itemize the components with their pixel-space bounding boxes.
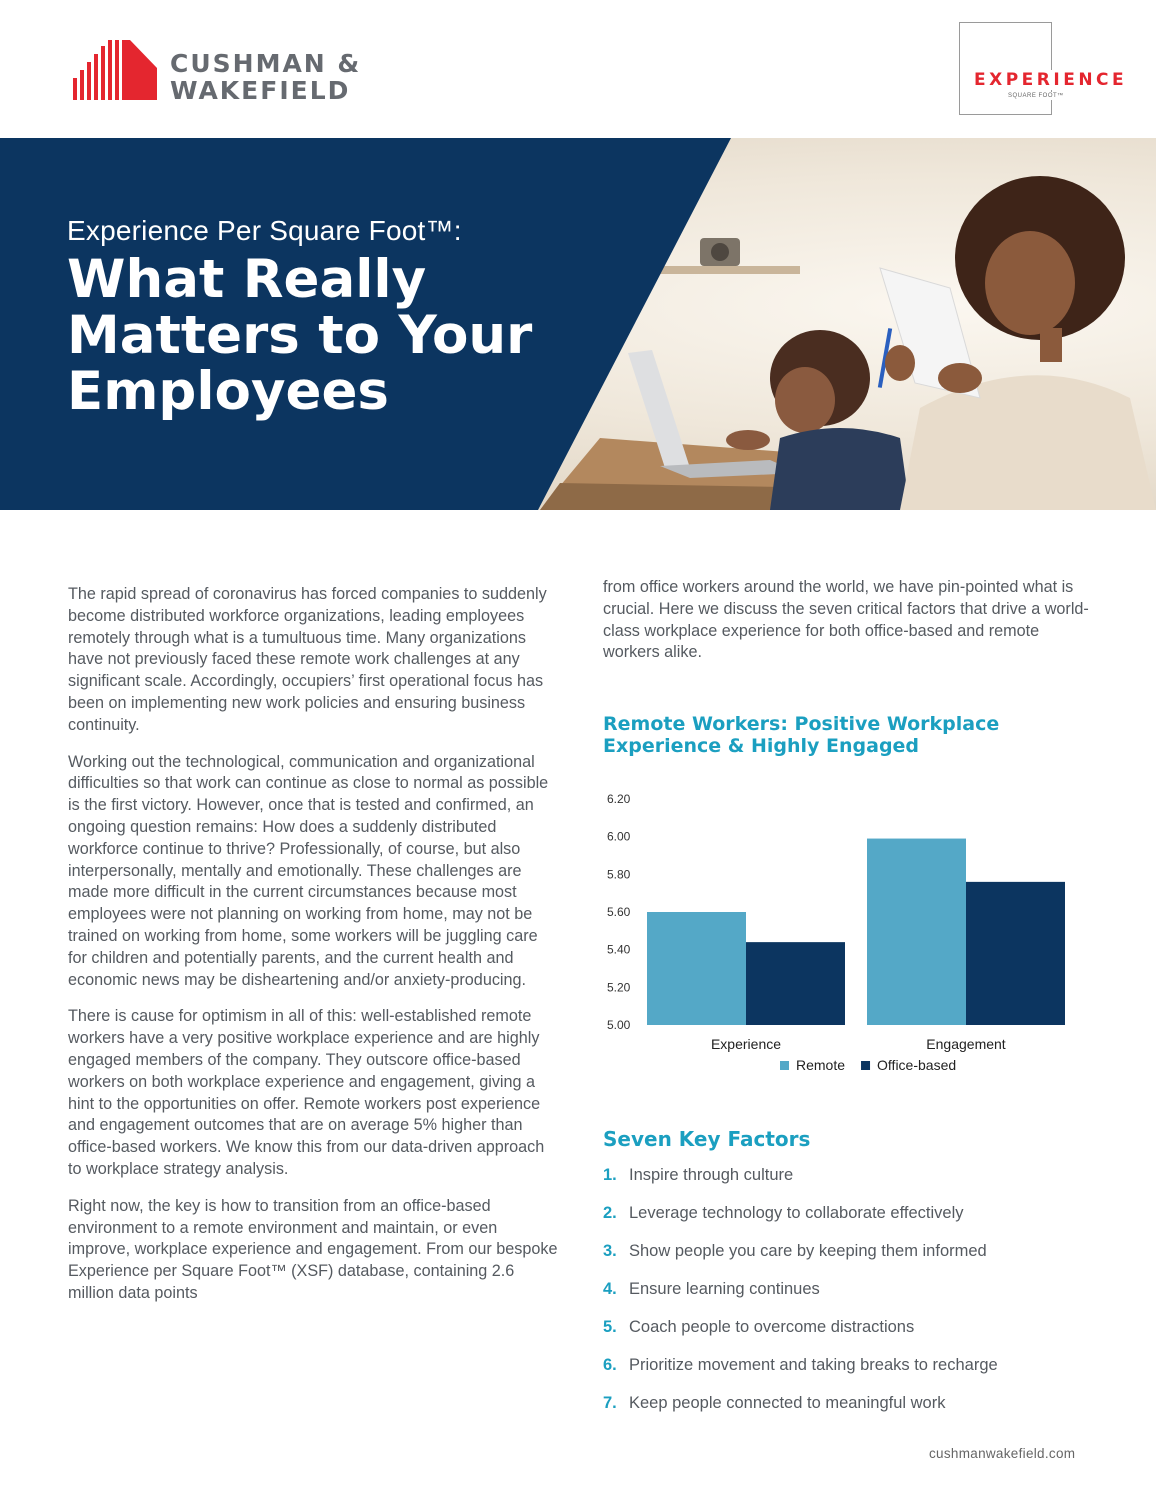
company-name-line2: WAKEFIELD — [170, 76, 351, 105]
factor-item — [603, 1242, 987, 1261]
factor-number: 4. — [603, 1280, 617, 1298]
y-tick-label: 6.00 — [607, 829, 631, 844]
hero-title — [67, 249, 587, 422]
bar-office-based-engagement — [966, 882, 1065, 1025]
factor-number: 1. — [603, 1166, 617, 1184]
paragraph-2: Working out the technological, communication and organizational difficulties so that work can continue as close to normal as possible is the first victory. However, once that is tested and confirmed, an ongoing question remains: How does a suddenly distributed workforce continue to thrive? Professionally, of course, but also interpersonally, mentally and emotionally. These challenges are made more difficult in the current circumstances because most employees were not planning on working from home, may not be trained on working from home, some workers will be juggling care for children and potentially parents, and the current health and economic news may be disheartening and/or anxiety-producing. — [68, 752, 549, 989]
factor-text: Inspire through culture — [629, 1166, 794, 1184]
cushman-wakefield-logo-mark — [73, 38, 159, 100]
factor-text: Leverage technology to collaborate effectively — [629, 1204, 964, 1222]
bar-remote-engagement — [867, 839, 966, 1025]
y-tick-label: 5.00 — [607, 1018, 631, 1032]
factor-text: Prioritize movement and taking breaks to recharge — [629, 1356, 998, 1374]
hero-subtitle: Experience Per Square Foot™: — [67, 215, 462, 246]
y-tick-label: 5.80 — [607, 867, 631, 882]
experience-logo-frame — [959, 22, 1052, 115]
factor-number: 7. — [603, 1394, 617, 1412]
hero-title-line2: Matters to Your — [67, 305, 533, 366]
y-tick-label: 5.60 — [607, 905, 631, 919]
factor-item — [603, 1394, 945, 1413]
experience-logo-word: EXPERIENCE — [974, 70, 1128, 90]
legend-swatch — [861, 1061, 870, 1070]
experience-logo-sub: SQUARE FOOT™ — [1008, 93, 1064, 99]
paragraph-4: Right now, the key is how to transition from an office-based environment to a remote environment and maintain, or even improve, workplace experience and engagement. From our bespoke Experience per Square Foot™ (XSF) database, containing 2.6 million data points — [68, 1196, 558, 1302]
bar-remote-experience — [647, 912, 746, 1025]
x-tick-label: Engagement — [926, 1036, 1006, 1052]
chart-title: Remote Workers: Positive Workplace Experience & Highly Engaged — [603, 713, 1000, 757]
factor-item — [603, 1280, 820, 1299]
factor-item — [603, 1318, 914, 1337]
factor-text: Ensure learning continues — [629, 1280, 820, 1298]
y-tick-label: 5.20 — [607, 980, 631, 995]
y-tick-label: 6.20 — [607, 792, 631, 806]
body-column-right — [603, 577, 1093, 664]
paragraph-3: There is cause for optimism in all of this: well-established remote workers have a very positive workplace experience and are highly engaged members of the company. They outscore office-based workers on both workplace experience and engagement, giving a hint to the opportunities on offer. Remote workers post experience and engagement outcomes that are on average 5% higher than office-based workers. We know this from our data-driven approach to workplace strategy analysis. — [68, 1007, 545, 1178]
factor-text: Coach people to overcome distractions — [629, 1318, 915, 1336]
factor-number: 3. — [603, 1242, 617, 1260]
factor-number: 5. — [603, 1318, 617, 1336]
x-tick-label: Experience — [710, 1036, 782, 1052]
company-name-line1: CUSHMAN & — [170, 49, 362, 78]
company-name — [170, 50, 361, 104]
legend-swatch — [780, 1061, 789, 1070]
hero-title-line3: Employees — [67, 361, 389, 422]
factors-title: Seven Key Factors — [603, 1127, 811, 1151]
factor-text: Show people you care by keeping them informed — [629, 1242, 987, 1260]
factor-number: 6. — [603, 1356, 617, 1374]
legend-label: Remote — [796, 1057, 846, 1073]
hero-title-line1: What Really — [67, 249, 427, 310]
footer-url: cushmanwakefield.com — [929, 1446, 1076, 1461]
factor-item — [603, 1356, 998, 1375]
bar-chart — [600, 785, 1080, 1085]
paragraph-5: from office workers around the world, we have pin-pointed what is crucial. Here we discuss the seven critical factors that drive a world-class workplace experience for both office-based and remote workers alike. — [603, 578, 1089, 662]
factor-text: Keep people connected to meaningful work — [629, 1394, 946, 1412]
body-column-left — [68, 584, 558, 1320]
factor-item — [603, 1204, 964, 1223]
y-tick-label: 5.40 — [607, 942, 631, 957]
bar-office-based-experience — [746, 942, 845, 1025]
paragraph-1: The rapid spread of coronavirus has forced companies to suddenly become distributed workforce organizations, leading employees remotely through what is a tumultuous time. Many organizations have not previously faced these remote work challenges at any significant scale. Accordingly, occupiers’ first operational focus has been on implementing new work policies and ensuring business continuity. — [68, 585, 547, 734]
factor-item — [603, 1166, 793, 1185]
legend-label: Office-based — [877, 1057, 957, 1073]
factor-number: 2. — [603, 1204, 617, 1222]
